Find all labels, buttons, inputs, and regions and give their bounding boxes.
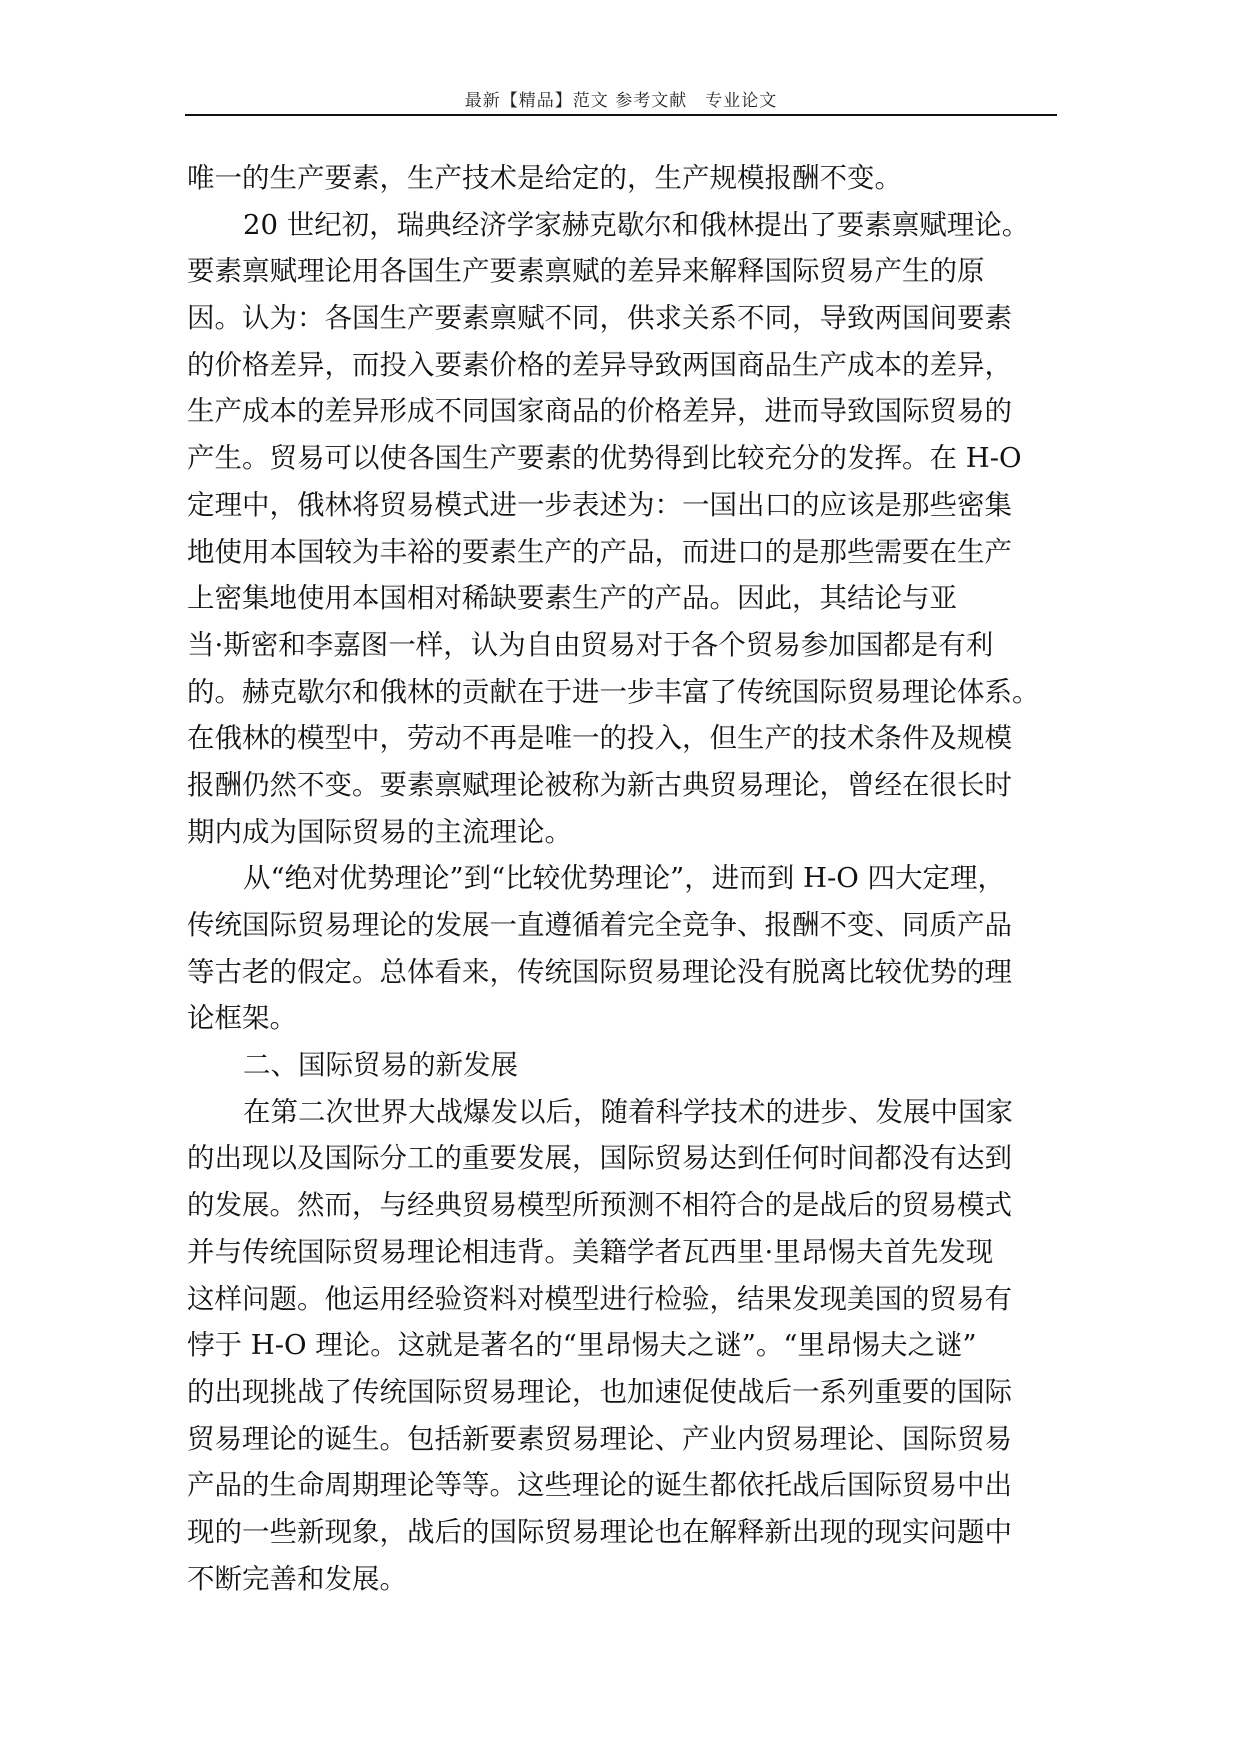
body-text	[187, 155, 1059, 1602]
text-line: 当·斯密和李嘉图一样，认为自由贸易对于各个贸易参加国都是有利	[187, 628, 994, 661]
text-line: 在第二次世界大战爆发以后，随着科学技术的进步、发展中国家	[243, 1095, 1013, 1128]
text-line: 地使用本国较为丰裕的要素生产的产品，而进口的是那些需要在生产	[187, 535, 1012, 568]
text-line: 要素禀赋理论用各国生产要素禀赋的差异来解释国际贸易产生的原	[187, 255, 985, 288]
header-divider	[185, 114, 1057, 116]
text-line: 的价格差异，而投入要素价格的差异导致两国商品生产成本的差异，	[187, 348, 1012, 381]
text-line: 的出现挑战了传统国际贸易理论，也加速促使战后一系列重要的国际	[187, 1375, 1012, 1408]
text-line: 因。认为：各国生产要素禀赋不同，供求关系不同，导致两国间要素	[187, 302, 1012, 335]
text-line: 这样问题。他运用经验资料对模型进行检验，结果发现美国的贸易有	[187, 1282, 1012, 1315]
text-line: 现的一些新现象，战后的国际贸易理论也在解释新出现的现实问题中	[187, 1515, 1012, 1548]
text-line: 论框架。	[187, 1002, 297, 1035]
text-line: 从“绝对优势理论”到“比较优势理论”，进而到 H-O 四大定理，	[243, 862, 1006, 895]
text-line: 的发展。然而，与经典贸易模型所预测不相符合的是战后的贸易模式	[187, 1189, 1012, 1222]
text-line: 定理中，俄林将贸易模式进一步表述为：一国出口的应该是那些密集	[187, 488, 1012, 521]
text-line: 20 世纪初，瑞典经济学家赫克歇尔和俄林提出了要素禀赋理论。	[243, 208, 1030, 241]
text-line: 报酬仍然不变。要素禀赋理论被称为新古典贸易理论，曾经在很长时	[187, 768, 1012, 801]
text-line: 的出现以及国际分工的重要发展，国际贸易达到任何时间都没有达到	[187, 1142, 1012, 1175]
page-header: 最新【精品】范文 参考文献 专业论文	[464, 91, 778, 111]
text-line: 不断完善和发展。	[187, 1562, 407, 1595]
text-line: 贸易理论的诞生。包括新要素贸易理论、产业内贸易理论、国际贸易	[187, 1422, 1012, 1455]
text-line: 的。赫克歇尔和俄林的贡献在于进一步丰富了传统国际贸易理论体系。	[187, 675, 1040, 708]
text-line: 等古老的假定。总体看来，传统国际贸易理论没有脱离比较优势的理	[187, 955, 1012, 988]
text-line: 上密集地使用本国相对稀缺要素生产的产品。因此，其结论与亚	[187, 582, 957, 615]
text-line: 悖于 H-O 理论。这就是著名的“里昂惕夫之谜”。“里昂惕夫之谜”	[187, 1329, 977, 1362]
text-line: 唯一的生产要素，生产技术是给定的，生产规模报酬不变。	[187, 162, 902, 194]
text-line: 生产成本的差异形成不同国家商品的价格差异，进而导致国际贸易的	[187, 395, 1012, 428]
text-line: 期内成为国际贸易的主流理论。	[187, 815, 572, 848]
text-line: 在俄林的模型中，劳动不再是唯一的投入，但生产的技术条件及规模	[187, 722, 1012, 755]
text-line: 产品的生命周期理论等等。这些理论的诞生都依托战后国际贸易中出	[187, 1469, 1012, 1502]
text-line: 二、国际贸易的新发展	[243, 1049, 518, 1082]
text-line: 产生。贸易可以使各国生产要素的优势得到比较充分的发挥。在 H-O	[187, 442, 1022, 475]
text-line: 并与传统国际贸易理论相违背。美籍学者瓦西里·里昂惕夫首先发现	[187, 1235, 994, 1268]
text-line: 传统国际贸易理论的发展一直遵循着完全竞争、报酬不变、同质产品	[187, 909, 1012, 941]
